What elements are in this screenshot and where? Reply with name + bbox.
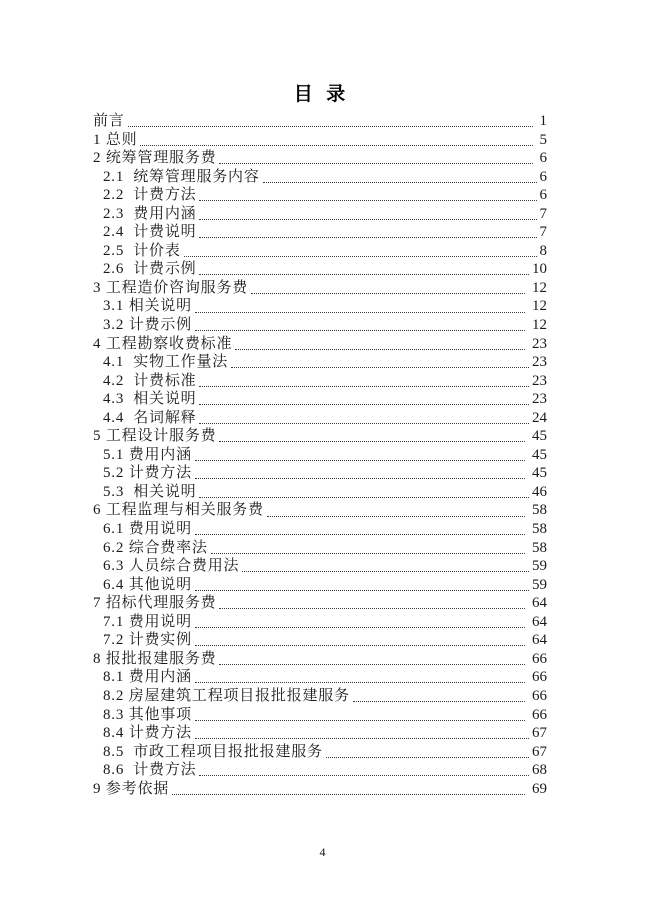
toc-entry-label: 3.2 计费示例 xyxy=(103,317,192,334)
toc-entry[interactable] xyxy=(93,427,547,446)
toc-entry-page: 10 xyxy=(532,261,547,278)
dot-leader xyxy=(196,372,531,391)
dot-leader xyxy=(350,687,527,706)
toc-entry-page: 45 xyxy=(528,428,547,445)
footer-page-number: 4 xyxy=(319,845,326,859)
toc-entry-label: 8.3 其他事项 xyxy=(103,706,192,723)
toc-entry-label: 4.3 相关说明 xyxy=(103,391,197,408)
toc-entry-label: 2.5 计价表 xyxy=(103,242,181,259)
toc-entry-page: 7 xyxy=(539,224,547,241)
toc-entry-label: 6.4 其他说明 xyxy=(103,576,192,593)
toc-entry[interactable] xyxy=(93,668,547,687)
toc-entry-page: 69 xyxy=(528,780,547,797)
toc-entry-page: 64 xyxy=(528,613,547,630)
toc-entry-label: 8.6 计费方法 xyxy=(103,762,197,779)
toc-entry[interactable] xyxy=(93,409,547,428)
toc-entry-page: 58 xyxy=(528,539,547,556)
toc-entry[interactable] xyxy=(93,316,547,335)
dot-leader xyxy=(216,594,527,613)
toc-entry-label: 3 工程造价咨询服务费 xyxy=(93,279,249,296)
dot-leader xyxy=(323,743,531,762)
toc-entry-label: 6.3 人员综合费用法 xyxy=(103,558,240,575)
toc-entry-page: 46 xyxy=(532,483,547,500)
dot-leader xyxy=(192,446,527,465)
toc-entry[interactable] xyxy=(93,168,547,187)
dot-leader xyxy=(216,149,534,168)
dot-leader xyxy=(196,409,531,428)
dot-leader xyxy=(208,539,528,558)
dot-leader xyxy=(196,205,538,224)
toc-entry[interactable] xyxy=(93,539,547,558)
toc-entry-label: 6 工程监理与相关服务费 xyxy=(93,502,264,519)
toc-entry-label: 2.4 计费说明 xyxy=(103,224,197,241)
toc-entry[interactable] xyxy=(93,260,547,279)
toc-entry[interactable] xyxy=(93,279,547,298)
toc-entry-label: 5 工程设计服务费 xyxy=(93,428,217,445)
toc-entry-page: 67 xyxy=(532,743,547,760)
toc-entry[interactable] xyxy=(93,297,547,316)
toc-entry-page: 6 xyxy=(539,187,547,204)
dot-leader xyxy=(192,297,527,316)
toc-entry-label: 1 总则 xyxy=(93,131,138,148)
toc-entry-label: 5.2 计费方法 xyxy=(103,465,192,482)
toc-entry-page: 12 xyxy=(528,298,547,315)
toc-entry[interactable] xyxy=(93,186,547,205)
toc-entry[interactable] xyxy=(93,557,547,576)
page-footer xyxy=(0,845,645,860)
toc-entry[interactable] xyxy=(93,464,547,483)
dot-leader xyxy=(192,613,527,632)
toc-entry-label: 前言 xyxy=(93,113,125,129)
dot-leader xyxy=(232,335,527,354)
toc-entry-page: 24 xyxy=(532,409,547,426)
toc-entry[interactable] xyxy=(93,743,547,762)
toc-entry-label: 2.3 费用内涵 xyxy=(103,205,197,222)
toc-entry[interactable] xyxy=(93,223,547,242)
toc-entry-page: 1 xyxy=(535,113,547,129)
toc-entry-page: 59 xyxy=(532,576,547,593)
toc-entry-label: 3.1 相关说明 xyxy=(103,298,192,315)
dot-leader xyxy=(192,520,527,539)
toc-entry-page: 12 xyxy=(528,317,547,334)
toc-entry[interactable] xyxy=(93,761,547,780)
toc-entry[interactable] xyxy=(93,576,547,595)
dot-leader xyxy=(192,724,531,743)
toc-entry[interactable] xyxy=(93,594,547,613)
toc-entry[interactable] xyxy=(93,131,547,150)
dot-leader xyxy=(264,501,527,520)
toc-entry-label: 6.2 综合费率法 xyxy=(103,539,208,556)
toc-entry-label: 2.2 计费方法 xyxy=(103,187,197,204)
toc-entry[interactable] xyxy=(93,372,547,391)
table-of-contents xyxy=(93,112,547,798)
toc-entry-label: 4.1 实物工作量法 xyxy=(103,354,229,371)
toc-entry-label: 7.1 费用说明 xyxy=(103,613,192,630)
toc-entry[interactable] xyxy=(93,520,547,539)
toc-entry-label: 4 工程勘察收费标准 xyxy=(93,335,233,352)
toc-entry-page: 45 xyxy=(528,446,547,463)
dot-leader xyxy=(196,390,531,409)
toc-entry-label: 8.4 计费方法 xyxy=(103,725,192,742)
dot-leader xyxy=(192,464,527,483)
toc-entry-label: 2.6 计费示例 xyxy=(103,261,197,278)
dot-leader xyxy=(196,223,538,242)
dot-leader xyxy=(192,631,527,650)
toc-entry-label: 7.2 计费实例 xyxy=(103,632,192,649)
toc-entry-page: 23 xyxy=(532,391,547,408)
toc-entry-label: 2.1 统筹管理服务内容 xyxy=(103,168,260,185)
toc-entry[interactable] xyxy=(93,335,547,354)
toc-entry-label: 8.2 房屋建筑工程项目报批报建服务 xyxy=(103,687,350,704)
dot-leader xyxy=(192,576,531,595)
toc-entry-page: 59 xyxy=(532,558,547,575)
toc-entry-page: 66 xyxy=(528,706,547,723)
toc-entry[interactable] xyxy=(93,390,547,409)
toc-entry-page: 45 xyxy=(528,465,547,482)
toc-entry-label: 4.4 名词解释 xyxy=(103,409,197,426)
toc-entry-page: 7 xyxy=(539,205,547,222)
dot-leader xyxy=(248,279,527,298)
toc-entry-label: 5.3 相关说明 xyxy=(103,483,197,500)
toc-entry-page: 64 xyxy=(528,632,547,649)
toc-entry[interactable] xyxy=(93,483,547,502)
toc-entry-page: 66 xyxy=(528,650,547,667)
toc-entry[interactable] xyxy=(93,501,547,520)
toc-entry[interactable] xyxy=(93,205,547,224)
toc-entry[interactable] xyxy=(93,780,547,799)
dot-leader xyxy=(137,131,534,150)
toc-entry-page: 12 xyxy=(528,279,547,296)
toc-entry[interactable] xyxy=(93,706,547,725)
dot-leader xyxy=(125,112,535,131)
toc-entry-page: 23 xyxy=(532,372,547,389)
toc-entry-page: 23 xyxy=(532,354,547,371)
dot-leader xyxy=(239,557,531,576)
dot-leader xyxy=(169,780,527,799)
toc-entry[interactable] xyxy=(93,687,547,706)
toc-entry-page: 8 xyxy=(539,242,547,259)
toc-entry[interactable] xyxy=(93,353,547,372)
toc-entry-page: 67 xyxy=(532,725,547,742)
toc-entry-page: 58 xyxy=(528,521,547,538)
toc-entry[interactable] xyxy=(93,631,547,650)
dot-leader xyxy=(216,650,527,669)
toc-entry[interactable] xyxy=(93,112,547,131)
toc-entry-page: 6 xyxy=(539,168,547,185)
toc-entry[interactable] xyxy=(93,613,547,632)
toc-title: 目 录 xyxy=(293,84,347,105)
toc-entry-page: 66 xyxy=(528,669,547,686)
toc-entry-page: 5 xyxy=(535,131,547,148)
dot-leader xyxy=(181,242,539,261)
toc-entry-label: 9 参考依据 xyxy=(93,780,170,797)
toc-entry-label: 4.2 计费标准 xyxy=(103,372,197,389)
toc-entry-page: 68 xyxy=(532,762,547,779)
toc-entry[interactable] xyxy=(93,242,547,261)
dot-leader xyxy=(196,483,531,502)
dot-leader xyxy=(192,668,527,687)
toc-entry[interactable] xyxy=(93,446,547,465)
toc-entry-label: 5.1 费用内涵 xyxy=(103,446,192,463)
toc-entry[interactable] xyxy=(93,650,547,669)
toc-entry-page: 58 xyxy=(528,502,547,519)
toc-entry[interactable] xyxy=(93,724,547,743)
dot-leader xyxy=(196,260,531,279)
toc-entry-label: 8.5 市政工程项目报批报建服务 xyxy=(103,743,323,760)
toc-entry-page: 6 xyxy=(535,150,547,167)
toc-entry-label: 7 招标代理服务费 xyxy=(93,595,217,612)
toc-entry-page: 23 xyxy=(528,335,547,352)
toc-entry-label: 8.1 费用内涵 xyxy=(103,669,192,686)
toc-entry-label: 2 统筹管理服务费 xyxy=(93,150,217,167)
toc-entry-label: 6.1 费用说明 xyxy=(103,521,192,538)
toc-entry-page: 64 xyxy=(528,595,547,612)
dot-leader xyxy=(192,316,527,335)
toc-entry-label: 8 报批报建服务费 xyxy=(93,650,217,667)
dot-leader xyxy=(192,706,527,725)
toc-entry-page: 66 xyxy=(528,687,547,704)
dot-leader xyxy=(216,427,527,446)
dot-leader xyxy=(196,186,538,205)
toc-entry[interactable] xyxy=(93,149,547,168)
dot-leader xyxy=(228,353,531,372)
dot-leader xyxy=(196,761,531,780)
dot-leader xyxy=(260,168,539,187)
